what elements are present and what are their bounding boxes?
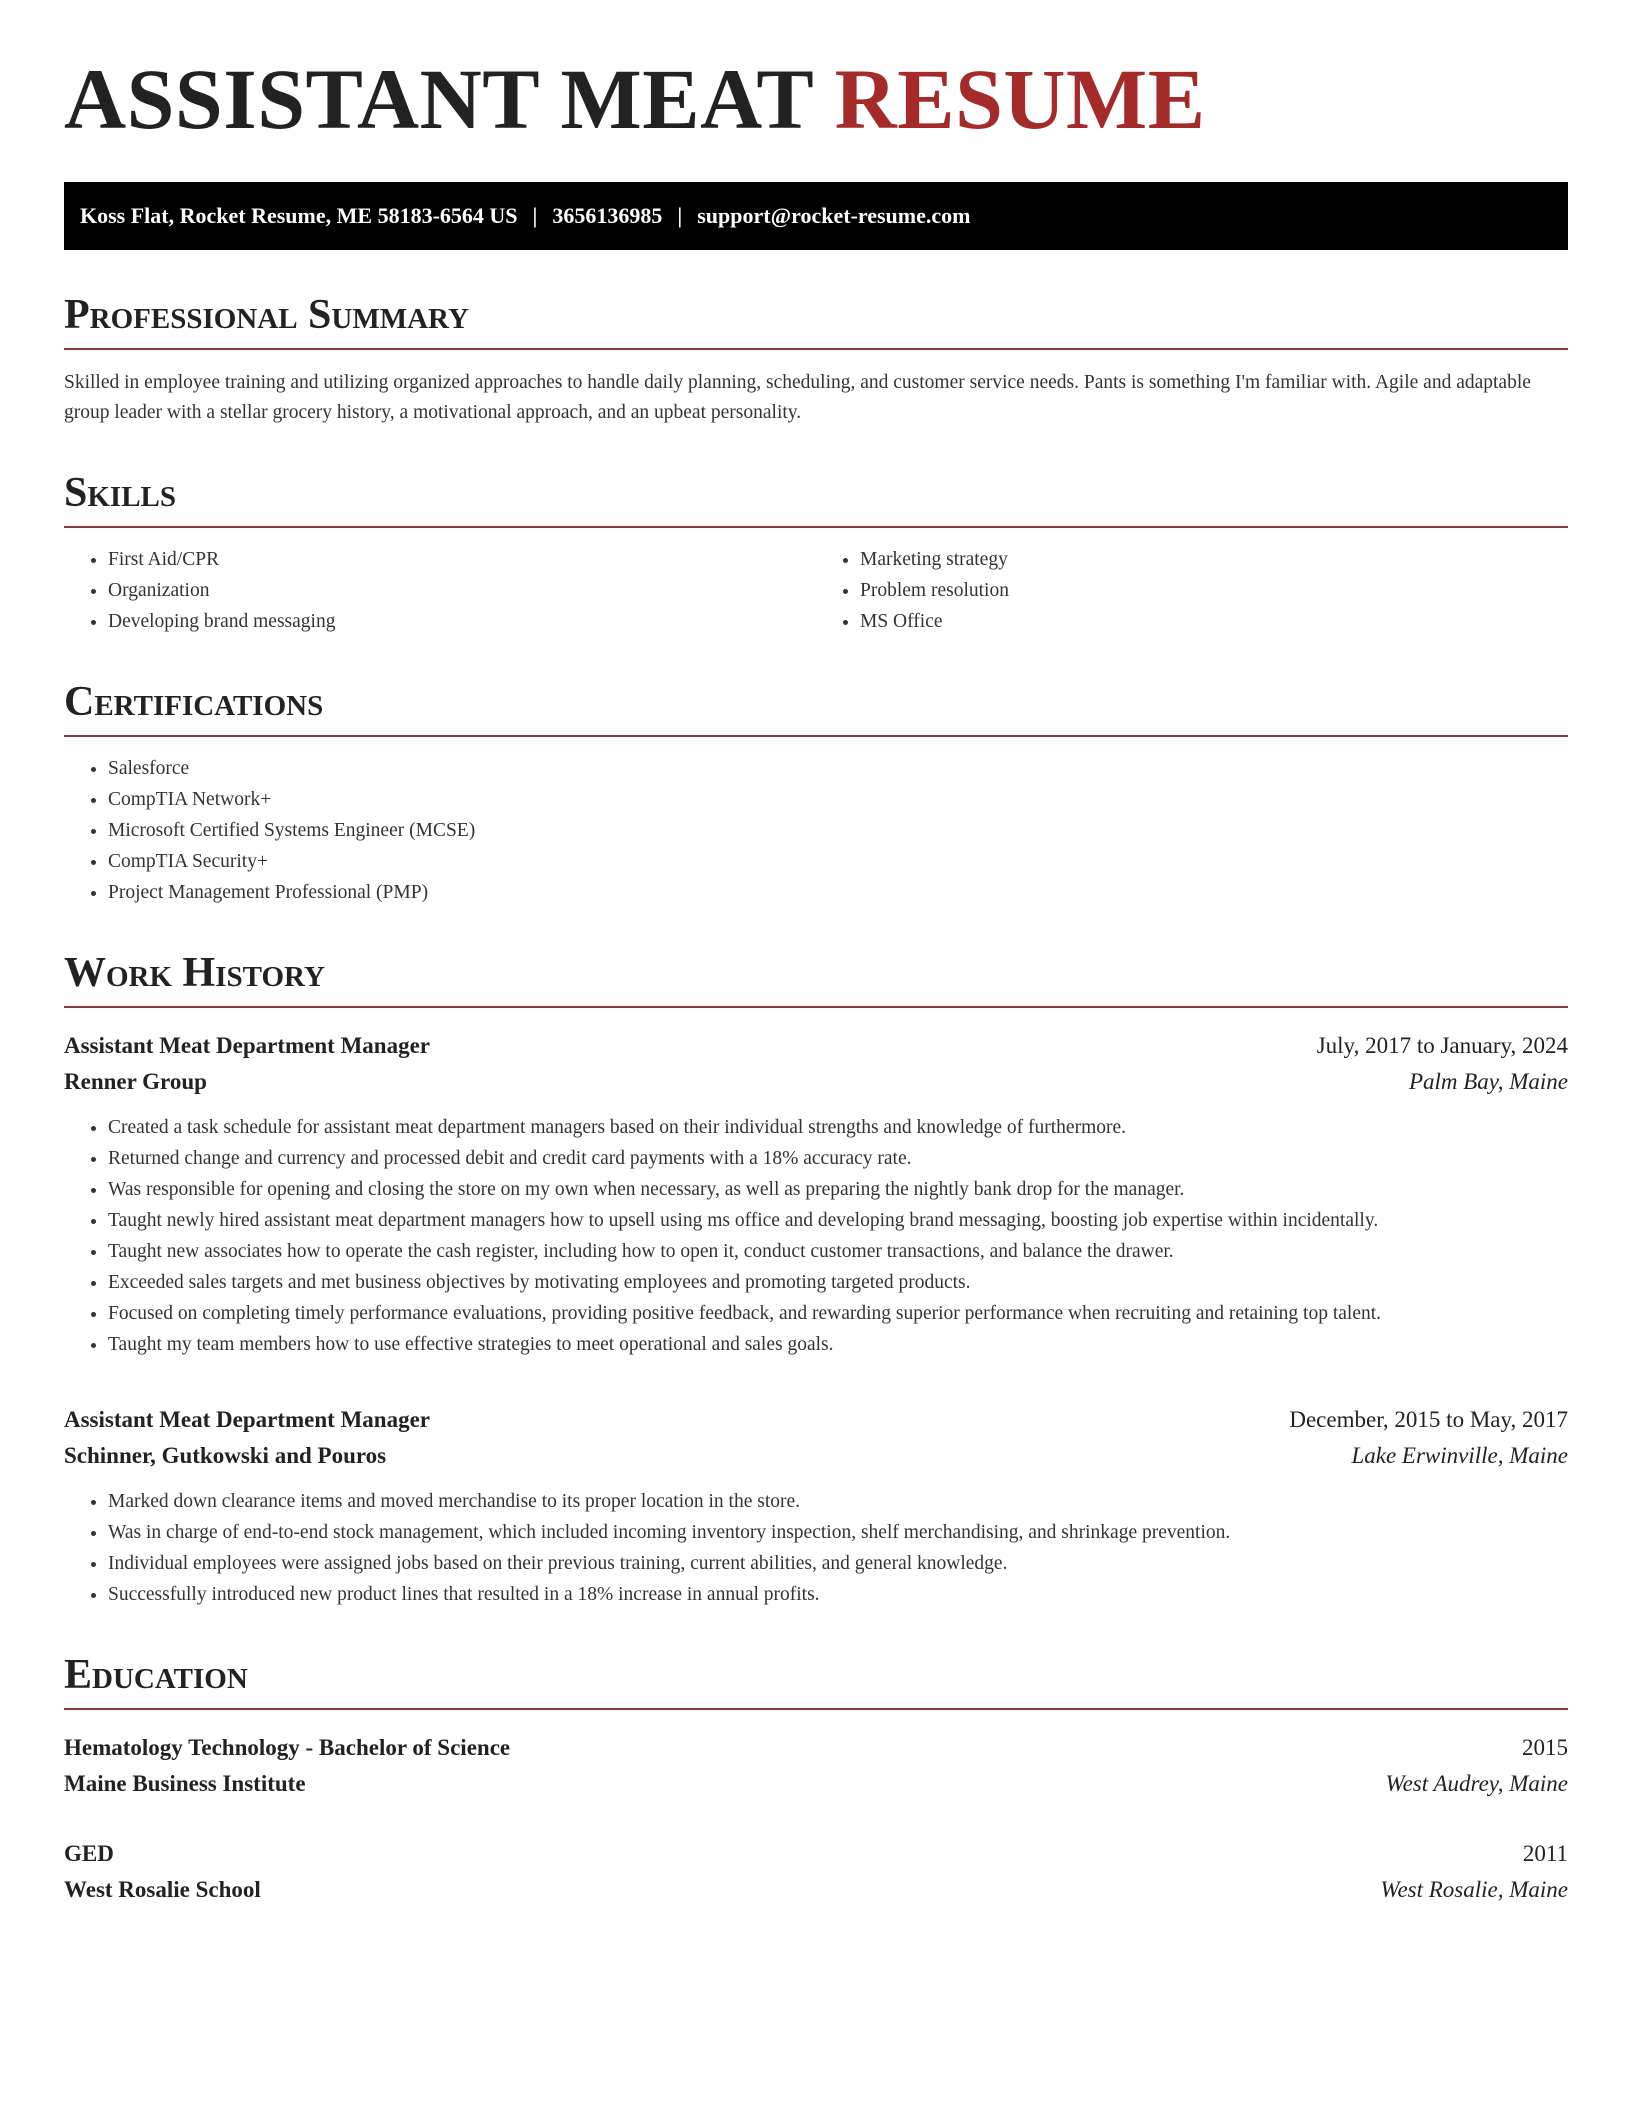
job-bullet: • Focused on completing timely performance evaluations, providing positive feedback, and rewarding superior performance when recruiting and retaining top talent.: [108, 1298, 1568, 1329]
skills-section: [64, 472, 1568, 637]
education-year: 2011: [1522, 1841, 1568, 1866]
education-degree: GED: [64, 1841, 114, 1866]
job-dates: July, 2017 to January, 2024: [1316, 1033, 1568, 1058]
title-main: ASSISTANT MEAT: [64, 51, 813, 147]
education-heading: Education: [64, 1654, 1568, 1710]
job-company-row: [64, 1438, 1568, 1474]
certification-item: • CompTIA Security+: [108, 846, 1568, 877]
contact-bar: [64, 182, 1568, 250]
certification-item: • Project Management Professional (PMP): [108, 877, 1568, 908]
job-company-row: [64, 1064, 1568, 1100]
job-location: Lake Erwinville, Maine: [1351, 1443, 1568, 1468]
job-bullet: • Was responsible for opening and closing the store on my own when necessary, as well as preparing the nightly bank drop for the manager.: [108, 1174, 1568, 1205]
contact-separator: |: [677, 203, 683, 228]
job-bullet: • Exceeded sales targets and met business objectives by motivating employees and promoting targeted products.: [108, 1267, 1568, 1298]
job-title: Assistant Meat Department Manager: [64, 1407, 431, 1432]
contact-address: Koss Flat, Rocket Resume, ME 58183-6564 US: [80, 203, 518, 228]
education-section: [64, 1654, 1568, 1908]
certification-item: • CompTIA Network+: [108, 784, 1568, 815]
job-bullet: • Returned change and currency and processed debit and credit card payments with a 18% accuracy rate.: [108, 1143, 1568, 1174]
education-school-row: [64, 1766, 1568, 1802]
skills-list-left: [64, 544, 816, 637]
skills-heading: Skills: [64, 472, 1568, 528]
title-accent: RESUME: [834, 51, 1206, 147]
job-bullets: [64, 1486, 1568, 1610]
job-bullet: • Was in charge of end-to-end stock management, which included incoming inventory inspection, shelf merchandising, and shrinkage prevention.: [108, 1517, 1568, 1548]
skills-grid: [64, 528, 1568, 637]
education-school: West Rosalie School: [64, 1877, 261, 1902]
summary-text: Skilled in employee training and utilizing organized approaches to handle daily planning, scheduling, and customer service needs. Pants is something I'm familiar with. Agile and adaptable group leader with a stellar grocery history, a motivational approach, and an upbeat personality.: [64, 372, 1531, 423]
contact-email: support@rocket-resume.com: [697, 203, 971, 228]
certification-item: • Salesforce: [108, 753, 1568, 784]
job-bullet: • Marked down clearance items and moved merchandise to its proper location in the store.: [108, 1486, 1568, 1517]
job-company: Schinner, Gutkowski and Pouros: [64, 1443, 387, 1468]
education-degree-row: [64, 1836, 1568, 1872]
job-bullets: [64, 1112, 1568, 1360]
work-history-heading: Work History: [64, 952, 1568, 1008]
job-company: Renner Group: [64, 1069, 207, 1094]
summary-heading: Professional Summary: [64, 294, 1568, 350]
contact-phone: 3656136985: [552, 203, 663, 228]
certifications-list: [64, 753, 1568, 908]
job-bullet: • Taught newly hired assistant meat department managers how to upsell using ms office and developing brand messaging, boosting job expertise within incidentally.: [108, 1205, 1568, 1236]
job-entry: [64, 1402, 1568, 1610]
job-dates: December, 2015 to May, 2017: [1289, 1407, 1568, 1432]
resume-title: [64, 51, 1568, 147]
job-location: Palm Bay, Maine: [1408, 1069, 1568, 1094]
job-bullet: • Individual employees were assigned jobs based on their previous training, current abilities, and general knowledge.: [108, 1548, 1568, 1579]
education-school: Maine Business Institute: [64, 1771, 306, 1796]
skill-item: • Problem resolution: [860, 575, 1568, 606]
summary-section: [64, 294, 1568, 428]
job-bullet: • Created a task schedule for assistant meat department managers based on their individual strengths and knowledge of furthermore.: [108, 1112, 1568, 1143]
job-bullet: • Successfully introduced new product lines that resulted in a 18% increase in annual profits.: [108, 1579, 1568, 1610]
job-title-row: [64, 1402, 1568, 1438]
skill-item: • Developing brand messaging: [108, 606, 816, 637]
skills-list-right: [816, 544, 1568, 637]
skill-item: • Organization: [108, 575, 816, 606]
job-bullet: • Taught new associates how to operate the cash register, including how to open it, conduct customer transactions, and balance the drawer.: [108, 1236, 1568, 1267]
skill-item: • MS Office: [860, 606, 1568, 637]
education-location: West Audrey, Maine: [1385, 1771, 1568, 1796]
education-location: West Rosalie, Maine: [1380, 1877, 1568, 1902]
skill-item: • First Aid/CPR: [108, 544, 816, 575]
education-entry: [64, 1836, 1568, 1908]
certifications-heading: Certifications: [64, 681, 1568, 737]
certifications-section: [64, 681, 1568, 908]
education-entry: [64, 1730, 1568, 1802]
job-entry: [64, 1028, 1568, 1360]
job-title-row: [64, 1028, 1568, 1064]
education-degree: Hematology Technology - Bachelor of Science: [64, 1735, 511, 1760]
education-year: 2015: [1522, 1735, 1568, 1760]
job-bullet: • Taught my team members how to use effective strategies to meet operational and sales goals.: [108, 1329, 1568, 1360]
education-school-row: [64, 1872, 1568, 1908]
certification-item: • Microsoft Certified Systems Engineer (MCSE): [108, 815, 1568, 846]
contact-separator: |: [532, 203, 538, 228]
education-degree-row: [64, 1730, 1568, 1766]
job-title: Assistant Meat Department Manager: [64, 1033, 431, 1058]
work-history-section: [64, 952, 1568, 1610]
skill-item: • Marketing strategy: [860, 544, 1568, 575]
